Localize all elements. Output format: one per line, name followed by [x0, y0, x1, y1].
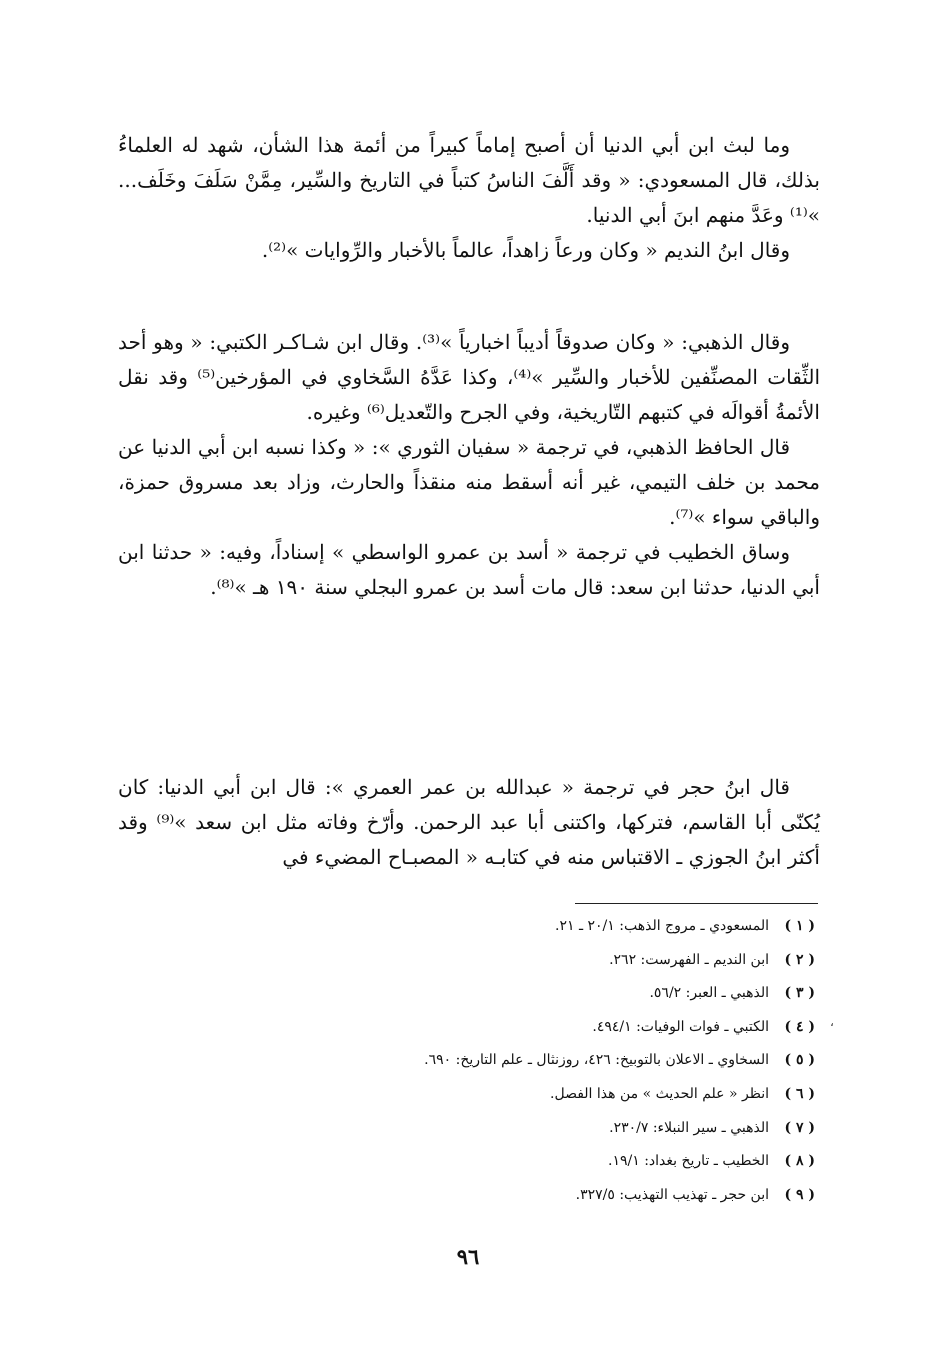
footnote-1 [260, 910, 815, 944]
footnote-5 [260, 1044, 815, 1078]
footnote-separator [575, 903, 818, 904]
main-text-block-1 [118, 128, 820, 268]
main-text-block-3 [118, 770, 820, 875]
footnote-text: انظر « علم الحديث » من هذا الفصل. [550, 1085, 769, 1102]
footnote-text: ابن النديم ـ الفهرست: ٢٦٢. [609, 951, 769, 968]
footnote-number: ( ٤ ) [784, 1018, 815, 1035]
footnote-2 [260, 944, 815, 978]
footnote-number: ( ٩ ) [784, 1186, 815, 1203]
footnote-3 [260, 977, 815, 1011]
footnote-number: ( ١ ) [784, 918, 815, 934]
footnote-text: السخاوي ـ الاعلان بالتوبيخ: ٤٢٦، روزنثال ـ علم التاريخ: ٦٩٠. [424, 1052, 769, 1069]
footnote-text: المسعودي ـ مروج الذهب: ٢٠/١ ـ ٢١. [555, 918, 769, 934]
footnote-number: ( ٥ ) [784, 1052, 815, 1069]
paragraph-3: وقال الذهبي: « وكان صدوقاً أديباً اخبارياً »⁽³⁾. وقال ابن شـاكـر الكتبي: « وهو أحد الثِّقات المصنِّفين للأخبار والسِّير »⁽⁴⁾، وكذا عَدَّهُ السَّخاوي في المؤرخين⁽⁵⁾ وقد نقل الأئمةُ أقوالَه في كتبهم التّاريخية، وفي الجرح والتّعديل⁽⁶⁾ وغيره. [118, 330, 820, 424]
paragraph-1: وما لبث ابن أبي الدنيا أن أصبح إماماً كبيراً من أئمة هذا الشأن، شهد له العلماءُ بذلك، قال المسعودي: « وقد أَلَّفَ الناسُ كتباً في التاريخ والسِّير، مِمَّنْ سَلَفَ وخَلَف... »⁽¹⁾ وعَدَّ منهم ابنَ أبي الدنيا. [118, 133, 820, 227]
footnote-text: الكتبي ـ فوات الوفيات: ٤٩٤/١. [592, 1018, 769, 1035]
paragraph-5: وساق الخطيب في ترجمة « أسد بن عمرو الواسطي » إسناداً، وفيه: « حدثنا ابن أبي الدنيا، حدثنا ابن سعد: قال مات أسد بن عمرو البجلي سنة ١٩٠ هـ »⁽⁸⁾. [118, 540, 820, 599]
footnote-8 [260, 1145, 815, 1179]
main-text-block-2 [118, 325, 820, 605]
footnote-number: ( ٧ ) [784, 1119, 815, 1136]
footnote-7 [260, 1112, 815, 1146]
footnote-text: الخطيب ـ تاريخ بغداد: ١٩/١. [608, 1153, 769, 1170]
footnote-text: ابن حجر ـ تهذيب التهذيب: ٣٢٧/٥. [575, 1186, 769, 1203]
paragraph-4: قال الحافظ الذهبي، في ترجمة « سفيان الثوري »: « وكذا نسبه ابن أبي الدنيا عن محمد بن خلف التيمي، غير أنه أسقط منه منقذاً والحارث، وزاد بعد مسروق حمزة، والباقي سواء »⁽⁷⁾. [118, 435, 820, 529]
footnote-number: ( ٢ ) [784, 951, 815, 968]
margin-mark: ، [830, 1015, 834, 1029]
footnote-text: الذهبي ـ سير النبلاء: ٢٣٠/٧. [609, 1119, 769, 1136]
footnote-text: الذهبي ـ العبر: ٥٦/٢. [649, 985, 769, 1002]
footnote-4 [260, 1011, 815, 1045]
footnote-number: ( ٨ ) [784, 1153, 815, 1170]
paragraph-2: وقال ابنُ النديم « وكان ورعاً زاهداً، عالماً بالأخبار والرِّوايات »⁽²⁾. [261, 238, 790, 262]
footnote-number: ( ٦ ) [784, 1085, 815, 1102]
footnotes [260, 910, 815, 1212]
footnote-number: ( ٣ ) [784, 985, 815, 1002]
paragraph-6: قال ابنُ حجر في ترجمة « عبدالله بن عمر العمري »: قال ابن أبي الدنيا: كان يُكنّى أبا القاسم، فتركها، واكتنى أبا عبد الرحمن. وأرّخ وفاته مثل ابن سعد »⁽⁹⁾ وقد أكثر ابنُ الجوزي ـ الاقتباس منه في كتابـه « المصبـاح المضيء في [118, 775, 820, 869]
footnote-6 [260, 1078, 815, 1112]
footnote-9 [260, 1179, 815, 1213]
page-number: ٩٦ [456, 1244, 480, 1269]
